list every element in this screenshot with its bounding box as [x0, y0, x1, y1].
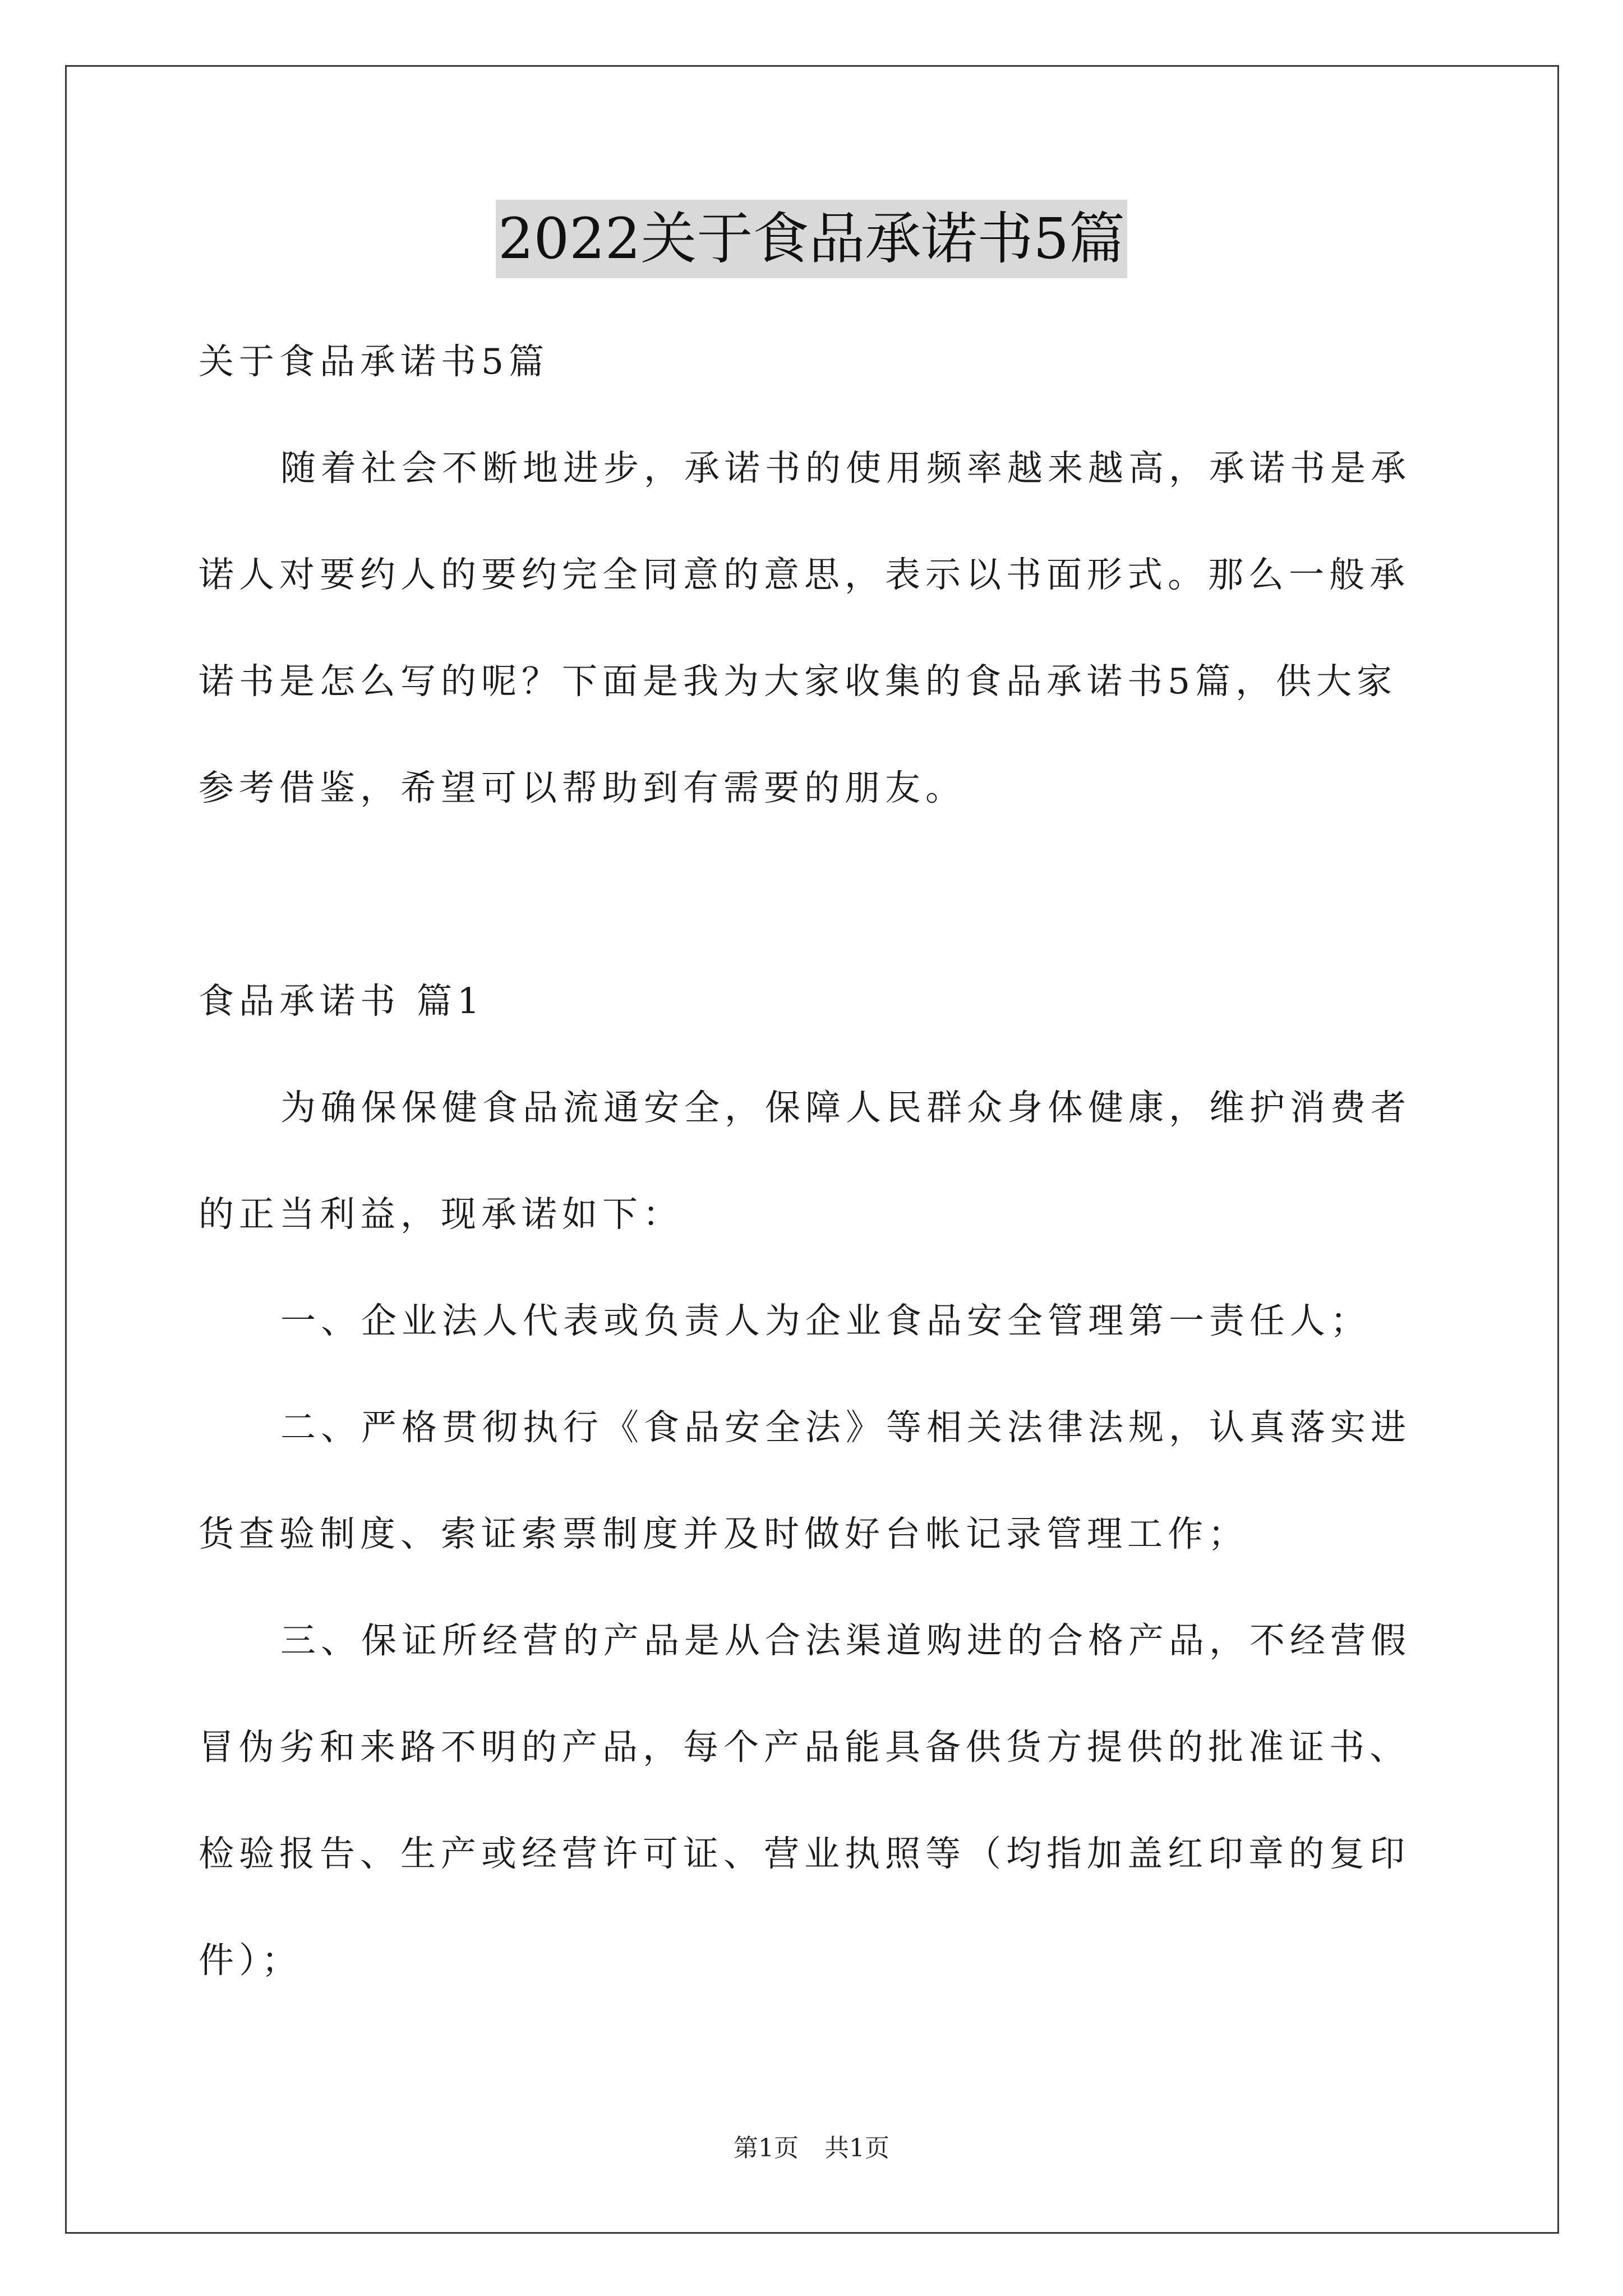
paragraph-gap [199, 841, 1428, 948]
page-footer [0, 2132, 1623, 2165]
body-line: 检验报告、生产或经营许可证、营业执照等（均指加盖红印章的复印 [199, 1833, 1410, 1874]
intro-line: 诺书是怎么写的呢？下面是我为大家收集的食品承诺书5篇，供大家 [199, 661, 1398, 702]
section-body [199, 1055, 1428, 2014]
body-line: 件）； [199, 1940, 302, 1981]
intro-line: 诺人对要约人的要约完全同意的意思，表示以书面形式。那么一般承 [199, 554, 1410, 595]
intro-line: 参考借鉴，希望可以帮助到有需要的朋友。 [199, 767, 966, 808]
body-line: 货查验制度、索证索票制度并及时做好台帐记录管理工作； [199, 1513, 1248, 1554]
title-container [0, 200, 1623, 278]
page-number: 第1页 [734, 2134, 799, 2162]
intro-line: 随着社会不断地进步，承诺书的使用频率越来越高，承诺书是承 [280, 448, 1411, 489]
body-line: 一、企业法人代表或负责人为企业食品安全管理第一责任人； [280, 1300, 1371, 1341]
document-body [199, 309, 1428, 2014]
page-total: 共1页 [824, 2134, 889, 2162]
document-title: 2022关于食品承诺书5篇 [496, 200, 1127, 278]
body-line: 三、保证所经营的产品是从合法渠道购进的合格产品，不经营假 [280, 1620, 1411, 1661]
body-line: 为确保保健食品流通安全，保障人民群众身体健康，维护消费者 [280, 1087, 1411, 1128]
body-line: 冒伪劣和来路不明的产品，每个产品能具备供货方提供的批准证书、 [199, 1727, 1410, 1768]
body-line: 二、严格贯彻执行《食品安全法》等相关法律法规，认真落实进 [280, 1407, 1411, 1448]
body-line: 的正当利益，现承诺如下： [199, 1194, 683, 1235]
section-heading: 食品承诺书 篇1 [199, 981, 485, 1022]
document-subtitle: 关于食品承诺书5篇 [199, 341, 550, 382]
